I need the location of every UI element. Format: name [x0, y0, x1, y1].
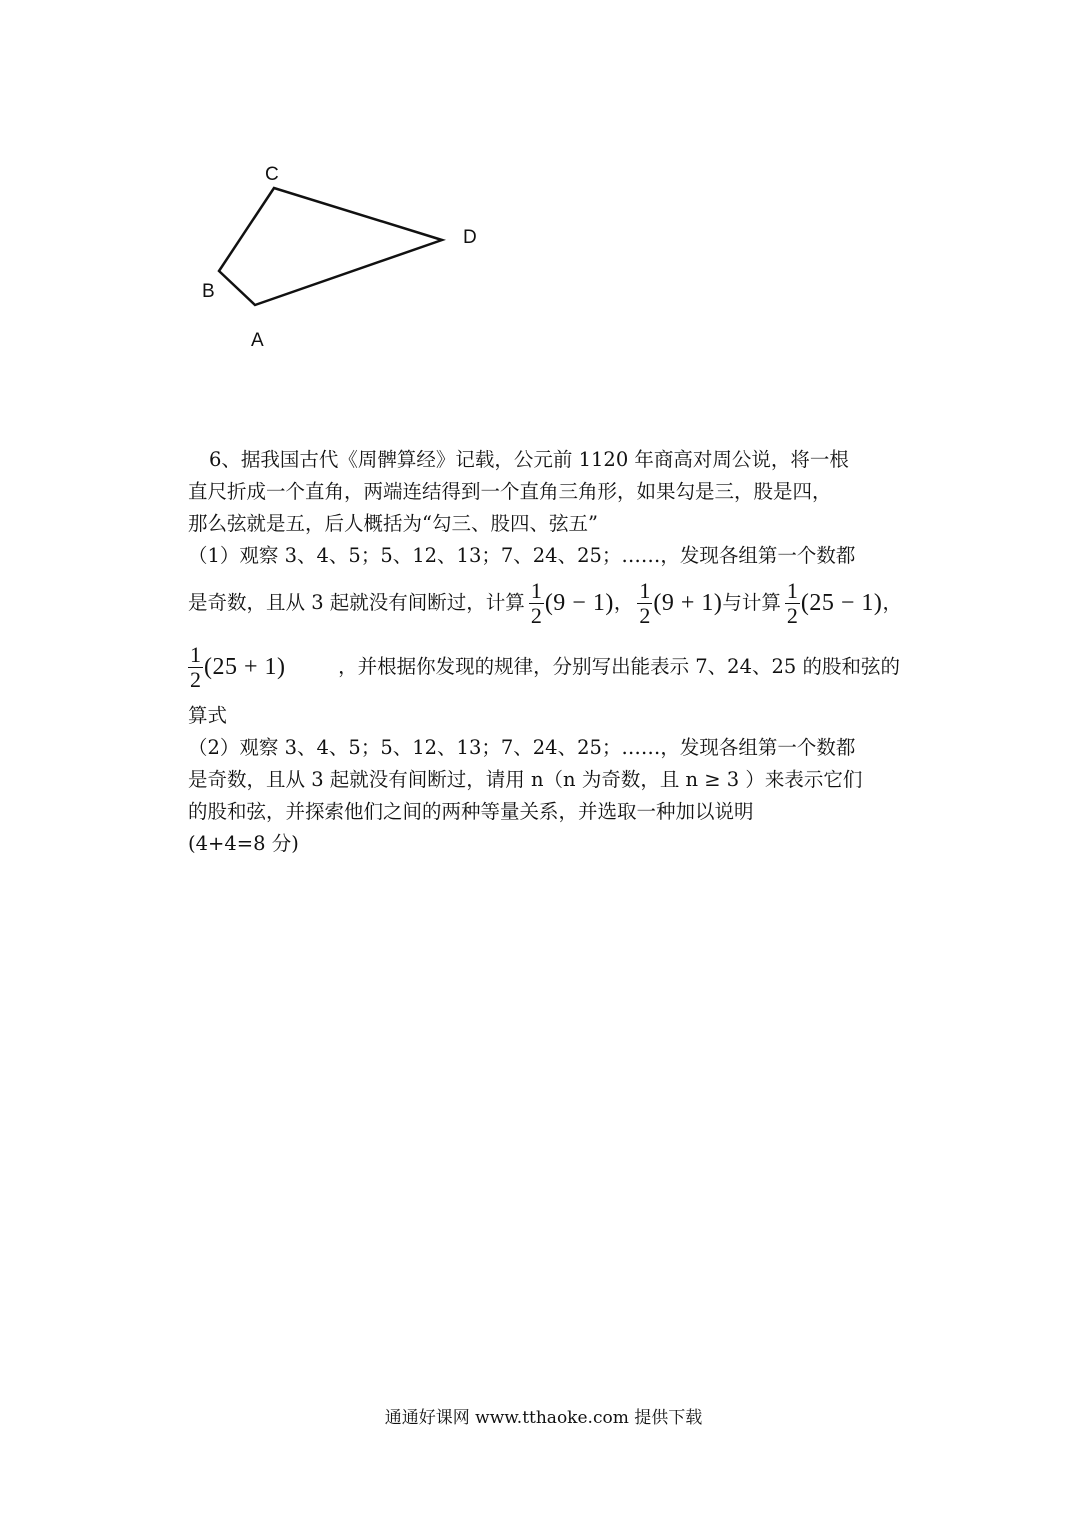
fraction-one-half	[188, 643, 203, 692]
quadrilateral-diagram	[190, 150, 500, 360]
fraction-one-half	[529, 579, 544, 628]
fraction-denominator: 2	[190, 666, 201, 692]
part1-line-1: （1）观察 3、4、5；5、12、13；7、24、25；……，发现各组第一个数都	[188, 544, 856, 567]
vertex-label-b: B	[202, 281, 215, 302]
expression-half-9-minus-1	[525, 579, 614, 628]
expression-25-plus-1: (25 + 1)	[204, 654, 286, 680]
expression-half-25-minus-1	[781, 579, 883, 628]
fraction-one-half	[637, 579, 652, 628]
fraction-numerator: 1	[639, 577, 651, 603]
comma-separator: ，	[882, 591, 902, 614]
fraction-numerator: 1	[530, 577, 542, 603]
part2-line-2: 是奇数，且从 3 起就没有间断过，请用 n（n 为奇数，且 n ≥ 3 ）来表示它们	[188, 768, 863, 791]
comma-separator: ，	[613, 591, 634, 614]
part1-line-3	[188, 634, 900, 700]
part1-line-4: 算式	[188, 704, 228, 727]
fraction-denominator: 2	[530, 602, 542, 628]
expression-half-9-plus-1	[633, 579, 722, 628]
problem-6	[188, 444, 900, 860]
vertex-label-a: A	[251, 330, 264, 351]
connector-text: 与计算	[722, 591, 781, 614]
fraction-denominator: 2	[786, 602, 798, 628]
quadrilateral-figure	[190, 150, 500, 360]
part1-line-2-text: 是奇数，且从 3 起就没有间断过，计算	[188, 591, 525, 614]
problem-intro-line-2: 直尺折成一个直角，两端连结得到一个直角三角形，如果勾是三，股是四，	[188, 480, 832, 503]
fraction-numerator: 1	[786, 577, 798, 603]
quadrilateral-abcd	[219, 188, 442, 305]
vertex-label-c: C	[265, 164, 279, 185]
score-note: (4+4=8 分)	[188, 832, 299, 855]
footer-source: 通通好课网 www.tthaoke.com 提供下载	[384, 1408, 703, 1428]
part2-line-3: 的股和弦，并探索他们之间的两种等量关系，并选取一种加以说明	[188, 800, 754, 823]
expression-half-25-plus-1	[188, 643, 286, 692]
expression-9-minus-1: (9 − 1)	[544, 590, 614, 616]
part2-line-1: （2）观察 3、4、5；5、12、13；7、24、25；……，发现各组第一个数都	[188, 736, 856, 759]
fraction-one-half	[785, 579, 800, 628]
vertex-label-d: D	[463, 227, 477, 248]
part1-line-2	[188, 572, 900, 634]
expression-9-plus-1: (9 + 1)	[653, 590, 723, 616]
problem-intro-line-1: 6、据我国古代《周髀算经》记载，公元前 1120 年商高对周公说，将一根	[209, 448, 849, 471]
fraction-denominator: 2	[639, 602, 651, 628]
part1-line-3-text: ，并根据你发现的规律，分别写出能表示 7、24、25 的股和弦的	[338, 655, 900, 678]
expression-25-minus-1: (25 − 1)	[800, 590, 883, 616]
problem-intro-line-3: 那么弦就是五，后人概括为“勾三、股四、弦五”	[188, 512, 598, 535]
fraction-numerator: 1	[190, 641, 201, 667]
